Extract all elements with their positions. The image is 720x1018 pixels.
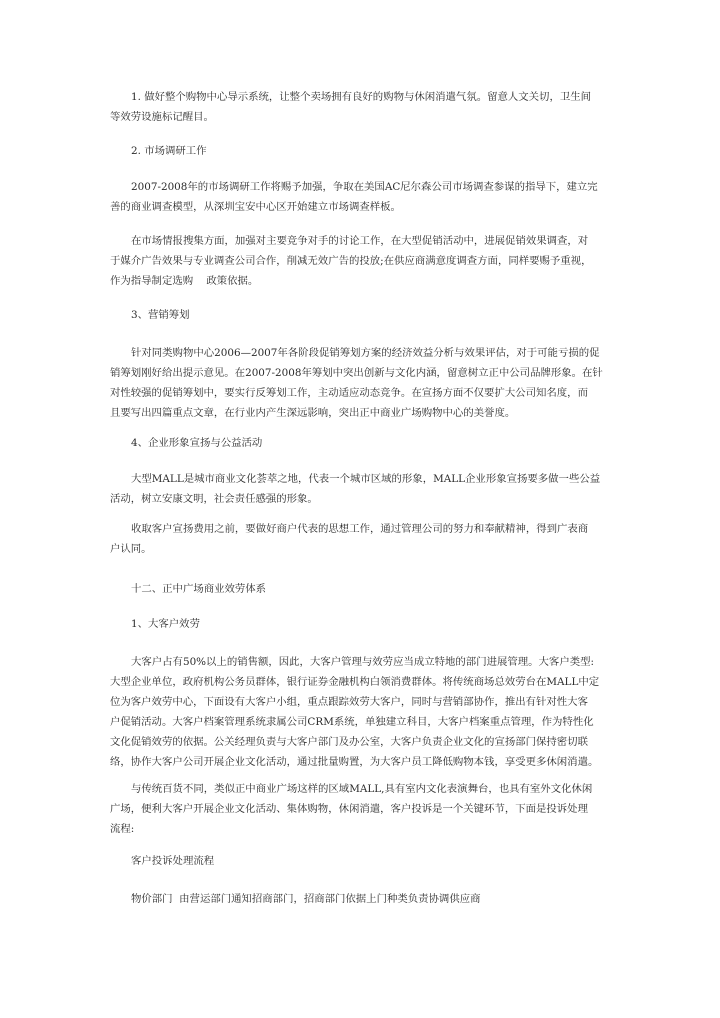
paragraph-promotion-planning — [110, 343, 626, 423]
text-line: 络，协作大客户公司开展企业文化活动，通过批量购置，为大客户员工降低购物本钱，享受更多休闲消遣。 — [110, 756, 599, 768]
text-line: 作为指导制定选购 政策依据。 — [110, 275, 259, 287]
paragraph-market-intelligence — [110, 231, 626, 291]
heading-complaint-process: 客户投诉处理流程 — [131, 855, 215, 867]
heading-market-research: 2. 市场调研工作 — [131, 145, 207, 157]
text-line: 1. 做好整个购物中心导示系统，让整个卖场拥有良好的购物与休闲消遣气氛。留意人文关切，卫生间 — [131, 91, 592, 103]
text-line: 等效劳设施标记醒目。 — [110, 111, 214, 123]
text-line: 善的商业调查模型，从深圳宝安中心区开始建立市场调查样板。 — [110, 201, 401, 213]
heading-service-system: 十二、正中广场商业效劳体系 — [131, 583, 267, 595]
paragraph-guide-system — [110, 87, 626, 127]
text-line: 广场，便利大客户开展企业文化活动、集体购物，休闲消遣，客户投诉是一个关键环节，下面是投诉处理 — [110, 803, 588, 815]
text-line: 于媒介广告效果与专业调查公司合作，削减无效广告的投放;在供应商满意度调查方面，同样要赐予重视， — [110, 255, 592, 267]
text-line: 大客户占有50%以上的销售额，因此，大客户管理与效劳应当成立特地的部门进展管理。大客户类型: — [131, 656, 594, 668]
text-pricing-department: 物价部门 由营运部门通知招商部门，招商部门依据上门种类负责协调供应商 — [131, 893, 481, 905]
text-line: 在市场情报搜集方面，加强对主要竞争对手的讨论工作，在大型促销活动中，进展促销效果调查，对 — [131, 235, 589, 247]
text-line: 收取客户宣扬费用之前，要做好商户代表的思想工作，通过管理公司的努力和奉献精神，得到广表商 — [131, 523, 589, 535]
text-line: 2007-2008年的市场调研工作将赐予加强，争取在美国AC尼尔森公司市场调查参谋的指导下，建立完 — [131, 181, 598, 193]
paragraph-mall-image — [110, 469, 626, 509]
text-line: 且要写出四篇重点文章，在行业内产生深远影响，突出正中商业广场购物中心的美誉度。 — [110, 407, 516, 419]
text-line: 与传统百货不同，类似正中商业广场这样的区域MALL,具有室内文化表演舞台，也具有室外文化休闲 — [131, 783, 593, 795]
paragraph-market-research-2007 — [110, 177, 626, 217]
text-line: 文化促销效劳的依据。公关经理负责与大客户部门及办公室，大客户负责企业文化的宣扬部门保持密切联 — [110, 736, 588, 748]
text-line: 位为客户效劳中心，下面设有大客户小组，重点跟踪效劳大客户，同时与营销部协作，推出有针对性大客 — [110, 696, 588, 708]
paragraph-complaint-intro — [110, 779, 626, 839]
text-line: 户促销活动。大客户档案管理系统隶属公司CRM系统，单独建立科目，大客户档案重点管理，作为特性化 — [110, 716, 594, 728]
text-line: 户认同。 — [110, 543, 152, 555]
text-line: 针对同类购物中心2006—2007年各阶段促销筹划方案的经济效益分析与效果评估，对于可能亏损的促 — [131, 347, 600, 359]
text-line: 活动，树立安康文明，社会责任感强的形象。 — [110, 493, 318, 505]
heading-key-account-service: 1、大客户效劳 — [131, 618, 200, 630]
text-line: 大型企业单位，政府机构公务员群体，银行证券金融机构白领消费群体。将传统商场总效劳台在MALL中定 — [110, 676, 600, 688]
text-line: 对性较强的促销筹划中，要实行反筹划工作，主动适应动态竞争。在宣扬方面不仅要扩大公司知名度，而 — [110, 387, 588, 399]
paragraph-tenant-fees — [110, 519, 626, 559]
paragraph-key-accounts — [110, 652, 626, 772]
heading-marketing-planning: 3、营销筹划 — [131, 309, 190, 321]
heading-corporate-image: 4、企业形象宣扬与公益活动 — [131, 437, 263, 449]
text-line: 大型MALL是城市商业文化荟萃之地，代表一个城市区域的形象，MALL企业形象宣扬要多做一些公益 — [131, 473, 601, 485]
text-line: 销筹划刚好给出提示意见。在2007-2008年筹划中突出创新与文化内涵，留意树立正中公司品牌形象。在针 — [110, 367, 603, 379]
text-line: 流程: — [110, 823, 135, 835]
